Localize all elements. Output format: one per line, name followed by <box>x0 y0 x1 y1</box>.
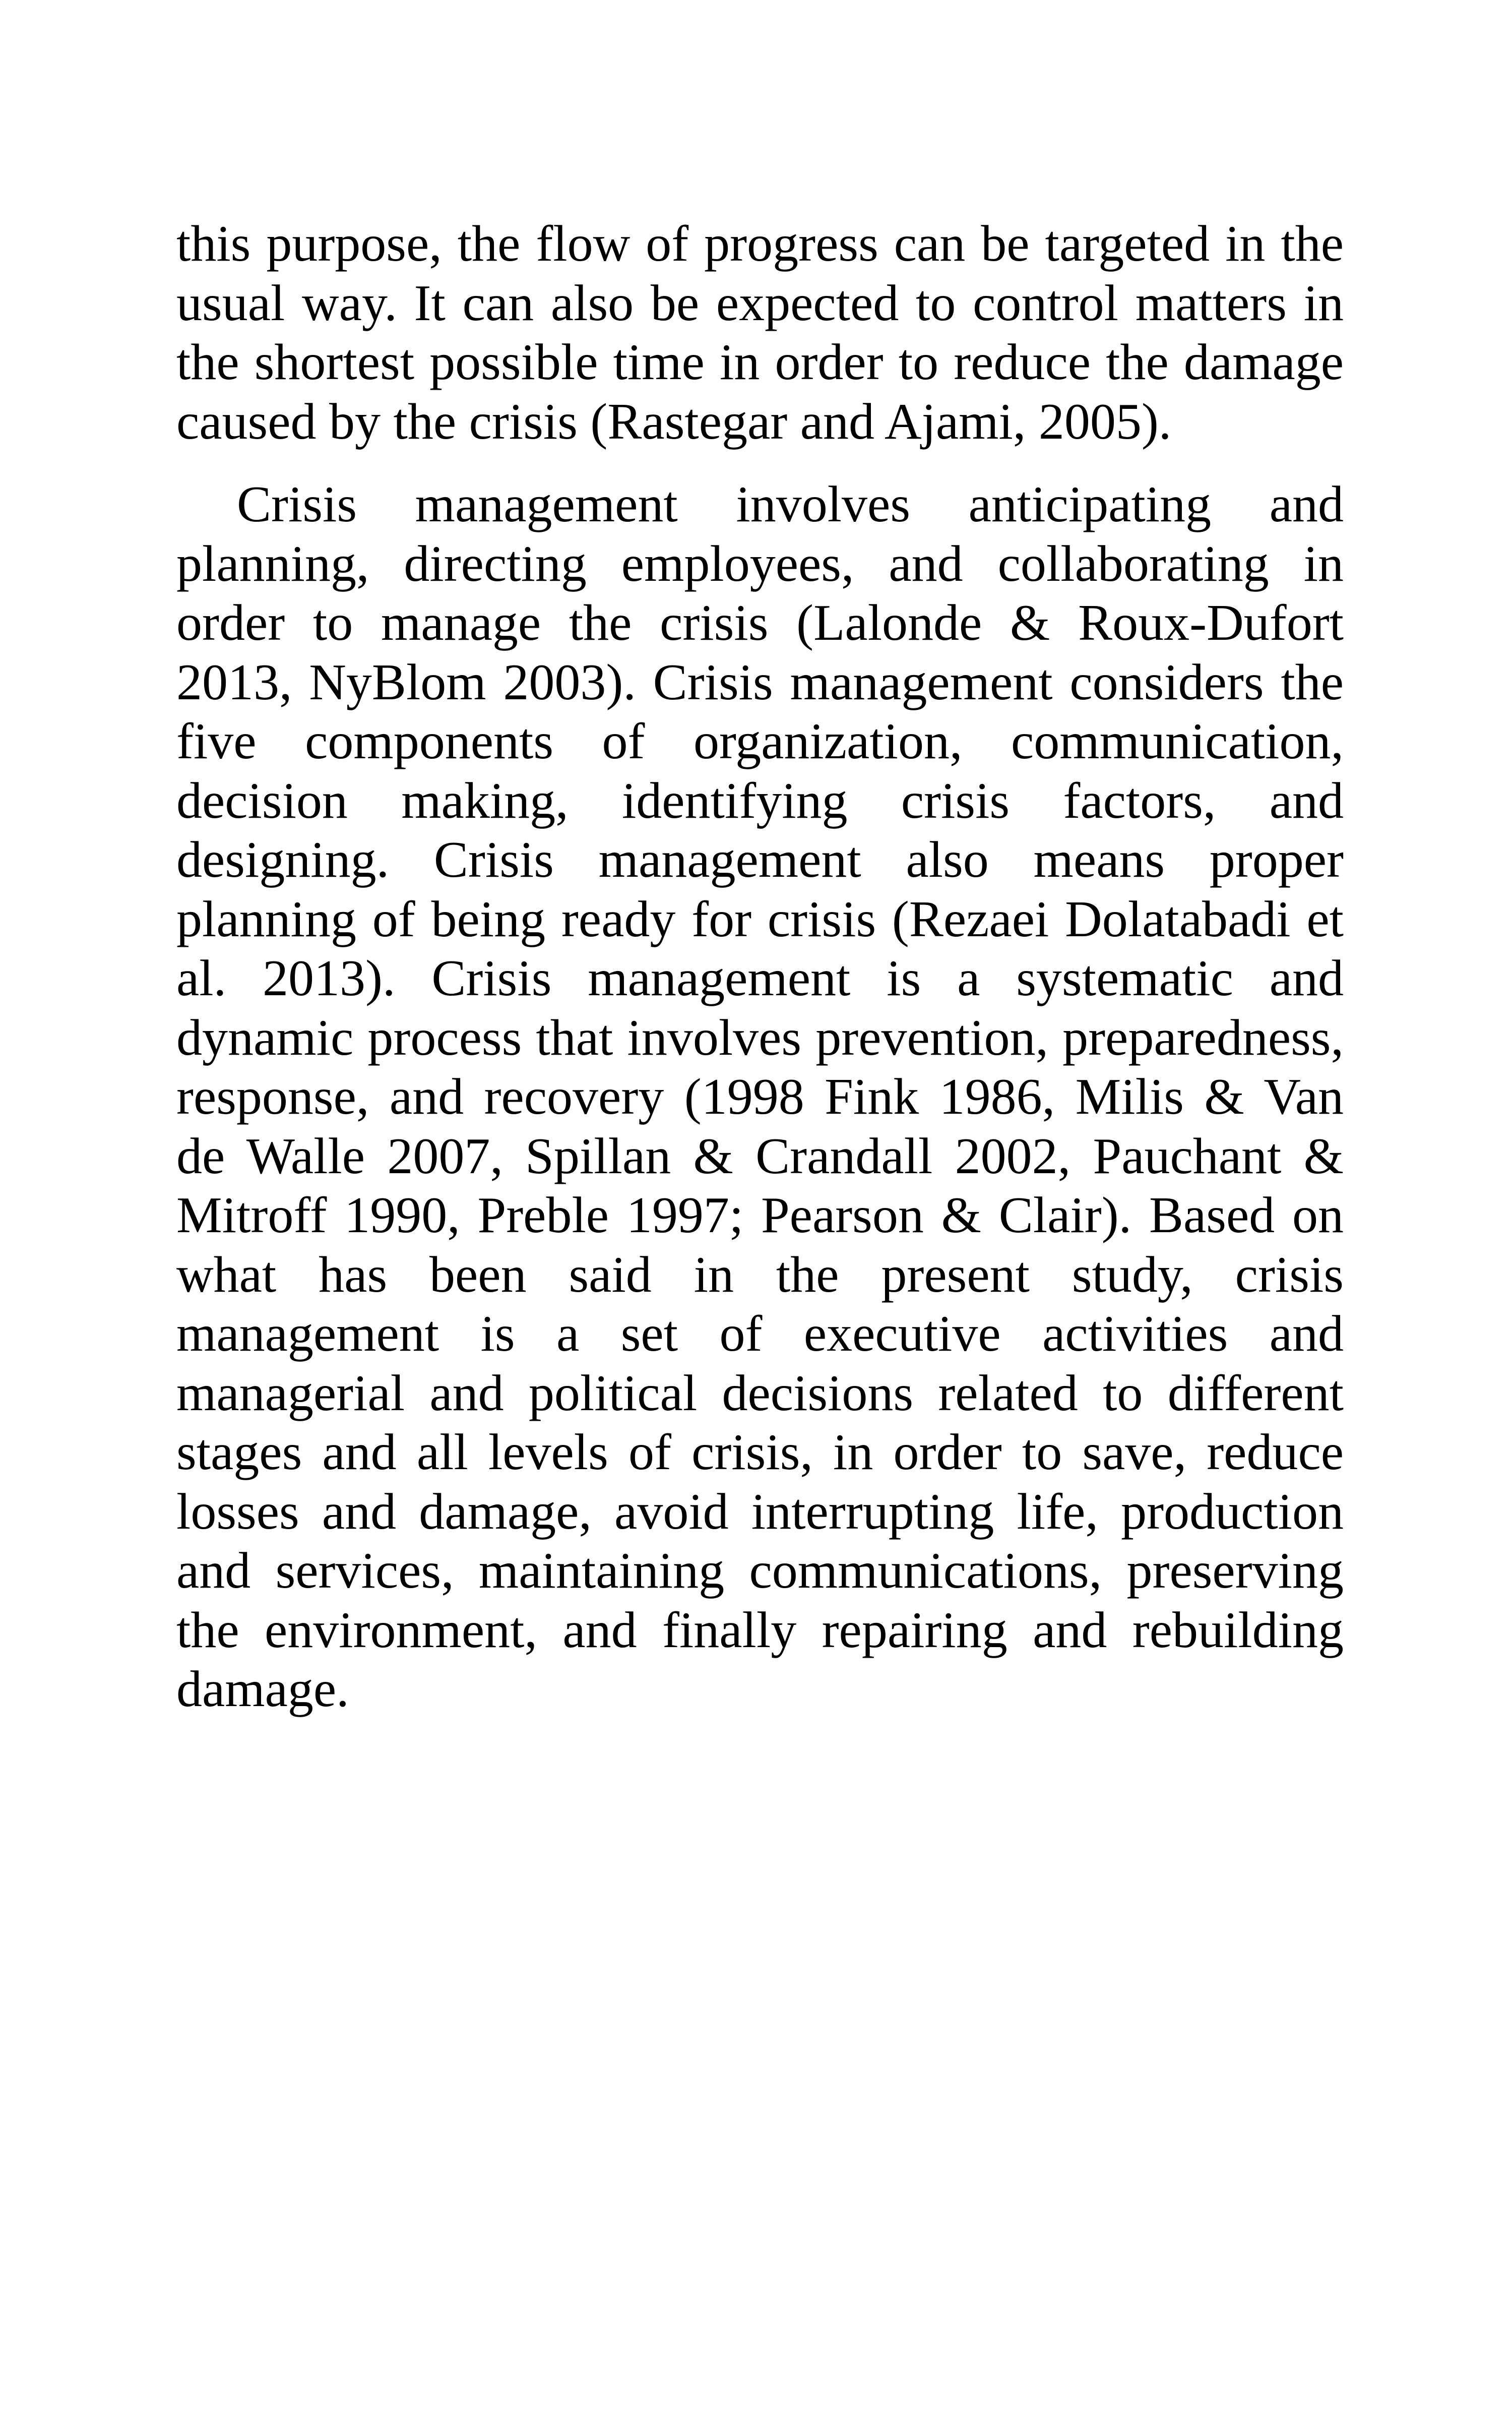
body-text <box>176 214 1344 1719</box>
paragraph-crisis-management: Crisis management involves anticipating and planning, directing employees, and collaborating in order to manage the crisis (Lalonde & Roux-Dufort 2013, NyBlom 2003). Crisis management considers the five components of organization, communication, decision making, identifying crisis factors, and designing. Crisis management also means proper planning of being ready for crisis (Rezaei Dolatabadi et al. 2013). Crisis management is a systematic and dynamic process that involves prevention, preparedness, response, and recovery (1998 Fink 1986, Milis & Van de Walle 2007, Spillan & Crandall 2002, Pauchant & Mitroff 1990, Preble 1997; Pearson & Clair). Based on what has been said in the present study, crisis management is a set of executive activities and managerial and political decisions related to different stages and all levels of crisis, in order to save, reduce losses and damage, avoid interrupting life, production and services, maintaining communications, preserving the environment, and finally repairing and rebuilding damage. <box>176 476 1344 1718</box>
paragraph-continued: this purpose, the flow of progress can be targeted in the usual way. It can also be expected to control matters in the shortest possible time in order to reduce the damage caused by the crisis (Rastegar and Ajami, 2005). <box>176 215 1344 450</box>
